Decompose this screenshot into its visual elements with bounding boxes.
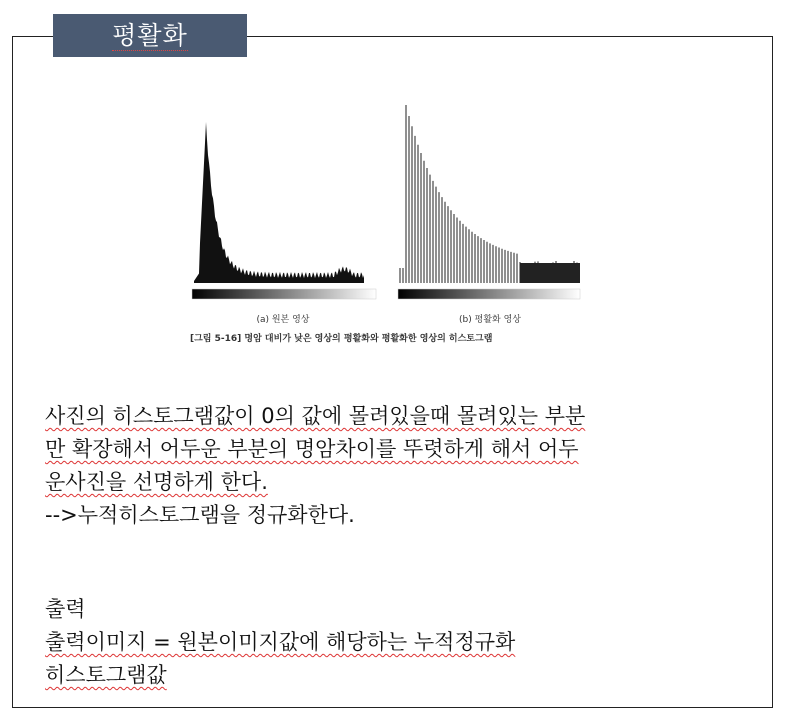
histogram-figure (190, 95, 590, 345)
histogram-image (190, 95, 590, 330)
figure-caption: [그림 5-16] 명암 대비가 낮은 영상의 평활화와 평활화한 영상의 히스토그램 (190, 334, 493, 344)
description-line-1: 사진의 히스토그램값이 0의 값에 몰려있을때 몰려있는 부분 (45, 404, 586, 428)
original-histogram-shape (194, 122, 364, 283)
equalized-histogram-tail (520, 263, 580, 283)
equalized-histogram (400, 105, 580, 283)
original-histogram (194, 122, 364, 283)
title-tab (53, 14, 247, 57)
left-figure-label: (a) 원본 영상 (256, 315, 310, 325)
description-line-3: 운사진을 선명하게 한다. (45, 470, 268, 494)
output-heading: 출력 (45, 597, 86, 621)
description-line-2: 만 확장해서 어두운 부분의 명암차이를 뚜렷하게 해서 어두 (45, 437, 579, 461)
description (45, 400, 585, 532)
page-title: 평활화 (112, 21, 188, 50)
description-line-4: -->누적히스토그램을 정규화한다. (45, 503, 355, 527)
output-line-2: 히스토그램값 (45, 663, 167, 687)
right-figure-label: (b) 평활화 영상 (459, 315, 521, 325)
left-gradient-bar (192, 289, 376, 299)
right-gradient-bar (398, 289, 580, 299)
output-line-1: 출력이미지 = 원본이미지값에 해당하는 누적정규화 (45, 630, 516, 654)
output-section (45, 593, 515, 692)
